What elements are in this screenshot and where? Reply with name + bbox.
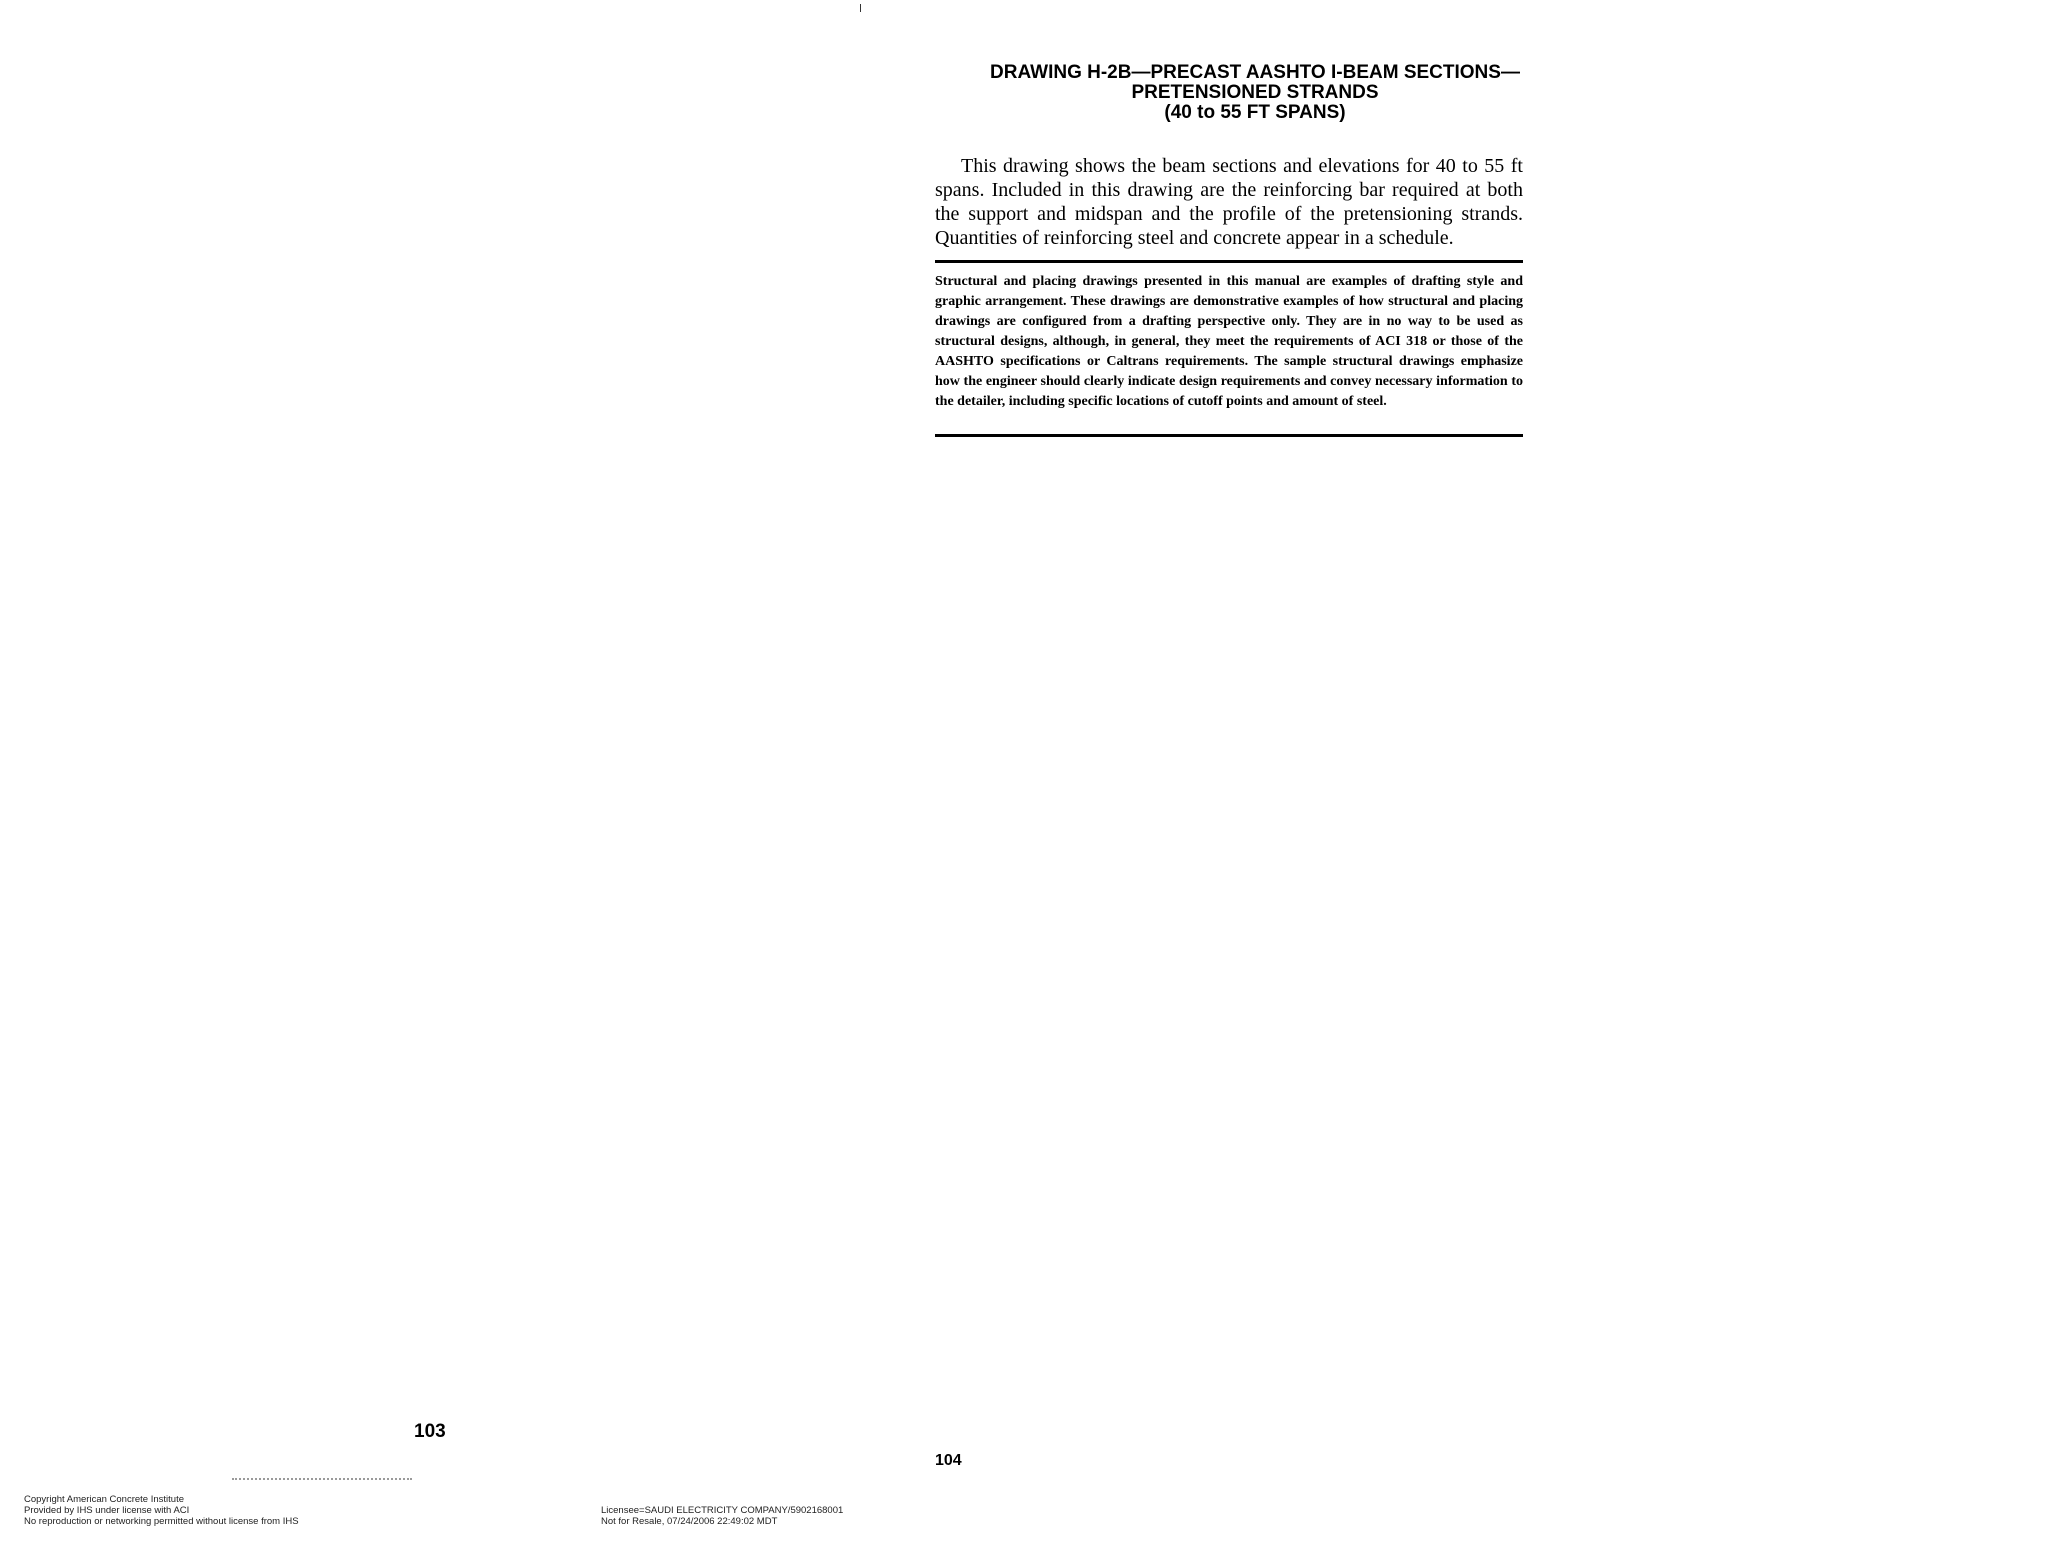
page-number-left: 103 bbox=[414, 1421, 446, 1442]
scan-mark bbox=[860, 4, 861, 12]
footer-right-line-1: Licensee=SAUDI ELECTRICITY COMPANY/5902168001 bbox=[601, 1505, 844, 1516]
footer-left-line-2: Provided by IHS under license with ACI bbox=[24, 1505, 190, 1516]
scan-dots bbox=[232, 1478, 412, 1480]
disclaimer-rule-top bbox=[935, 260, 1523, 263]
title-line-2: PRETENSIONED STRANDS bbox=[1131, 82, 1379, 103]
footer-right-line-2: Not for Resale, 07/24/2006 22:49:02 MDT bbox=[601, 1516, 778, 1527]
title-line-1: DRAWING H-2B—PRECAST AASHTO I-BEAM SECTIONS— bbox=[990, 62, 1520, 83]
page-number-right: 104 bbox=[935, 1452, 962, 1469]
footer-license bbox=[601, 1505, 843, 1527]
title-line-3: (40 to 55 FT SPANS) bbox=[1164, 102, 1346, 123]
disclaimer-rule-bottom bbox=[935, 434, 1523, 437]
footer-copyright bbox=[24, 1494, 299, 1527]
page-title bbox=[935, 63, 1575, 123]
footer-left-line-3: No reproduction or networking permitted without license from IHS bbox=[24, 1516, 299, 1527]
footer-left-line-1: Copyright American Concrete Institute bbox=[24, 1494, 184, 1505]
disclaimer-paragraph: Structural and placing drawings presented in this manual are examples of drafting style and graphic arrangement. These drawings are demonstrative examples of how structural and placing drawings are configured from a drafting perspective only. They are in no way to be used as structural designs, although, in general, they meet the requirements of ACI 318 or those of the AASHTO specifications or Caltrans requirements. The sample structural drawings emphasize how the engineer should clearly indicate design requirements and convey necessary information to the detailer, including specific locations of cutoff points and amount of steel. bbox=[935, 274, 1523, 409]
intro-paragraph: This drawing shows the beam sections and elevations for 40 to 55 ft spans. Included in this drawing are the reinforcing bar required at both the support and midspan and the profile of the pretensioning strands. Quantities of reinforcing steel and concrete appear in a schedule. bbox=[935, 155, 1523, 249]
